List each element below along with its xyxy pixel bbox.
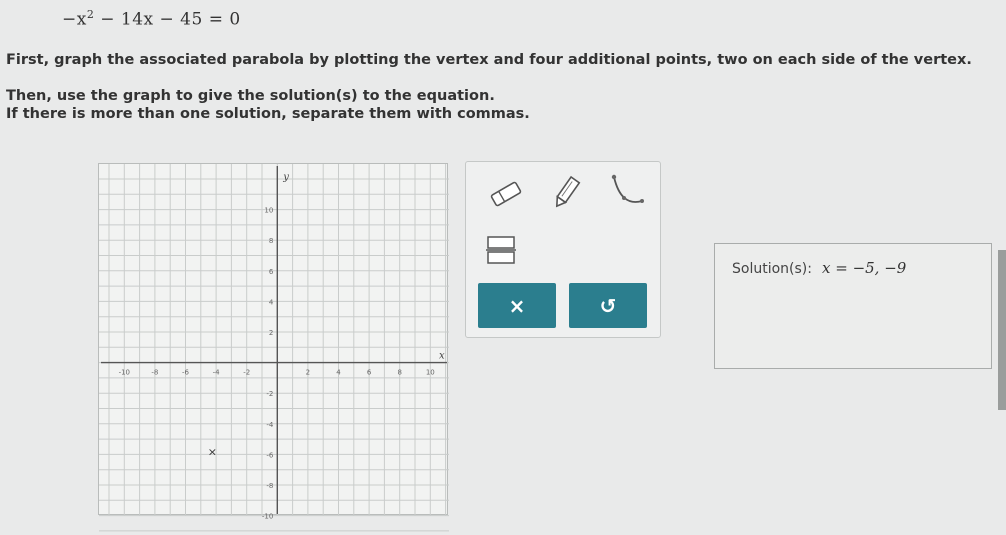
y-axis-label: y xyxy=(283,172,289,183)
instruction-separate: If there is more than one solution, separate them with commas. xyxy=(6,106,530,122)
y-tick-label: 4 xyxy=(268,298,274,307)
window-edge xyxy=(998,250,1006,410)
x-axis-label: x xyxy=(439,350,445,362)
y-tick-label: -2 xyxy=(266,390,274,399)
y-tick-label: 8 xyxy=(268,237,274,246)
equation-lead: −x xyxy=(62,9,87,30)
y-tick-label: 6 xyxy=(268,267,274,276)
x-tick-label: -4 xyxy=(212,368,220,377)
solution-input[interactable]: x = −5, −9 xyxy=(822,259,907,277)
solution-label: Solution(s): xyxy=(732,261,812,277)
instruction-graph: First, graph the associated parabola by plotting the vertex and four additional points, two on each side of the vertex. xyxy=(6,52,972,68)
y-tick-label: -10 xyxy=(261,512,274,521)
x-tick-label: 6 xyxy=(366,368,372,377)
coordinate-grid[interactable] xyxy=(99,164,449,521)
x-tick-label: -2 xyxy=(243,368,251,377)
eraser-icon[interactable] xyxy=(484,177,528,215)
y-tick-label: -8 xyxy=(266,482,274,490)
x-tick-label: 4 xyxy=(336,368,341,377)
x-tick-label: -10 xyxy=(118,368,131,377)
y-tick-label: -4 xyxy=(266,420,274,429)
equation-rest: − 14x − 45 = 0 xyxy=(94,9,241,30)
solution-box xyxy=(714,243,992,369)
pencil-icon[interactable] xyxy=(548,174,584,216)
y-tick-label: 2 xyxy=(268,329,274,337)
clear-button[interactable]: × xyxy=(478,283,556,328)
instruction-solution: Then, use the graph to give the solution(s) to the equation. xyxy=(6,88,495,104)
parabola-tool-icon[interactable] xyxy=(606,173,650,215)
cursor-mark: × xyxy=(207,445,217,459)
graph-area[interactable] xyxy=(98,163,448,521)
equation-exponent: 2 xyxy=(86,8,95,21)
undo-button[interactable]: ↺ xyxy=(569,283,647,328)
y-tick-label: 10 xyxy=(264,206,274,215)
fraction-icon[interactable] xyxy=(485,235,517,269)
x-tick-label: -6 xyxy=(182,368,189,377)
x-tick-label: 8 xyxy=(397,368,402,377)
equation xyxy=(62,8,241,30)
x-tick-label: -8 xyxy=(151,368,159,377)
x-tick-label: 2 xyxy=(305,368,311,377)
y-tick-label: -6 xyxy=(266,451,274,460)
x-tick-label: 10 xyxy=(425,368,435,377)
tool-panel xyxy=(465,161,661,338)
